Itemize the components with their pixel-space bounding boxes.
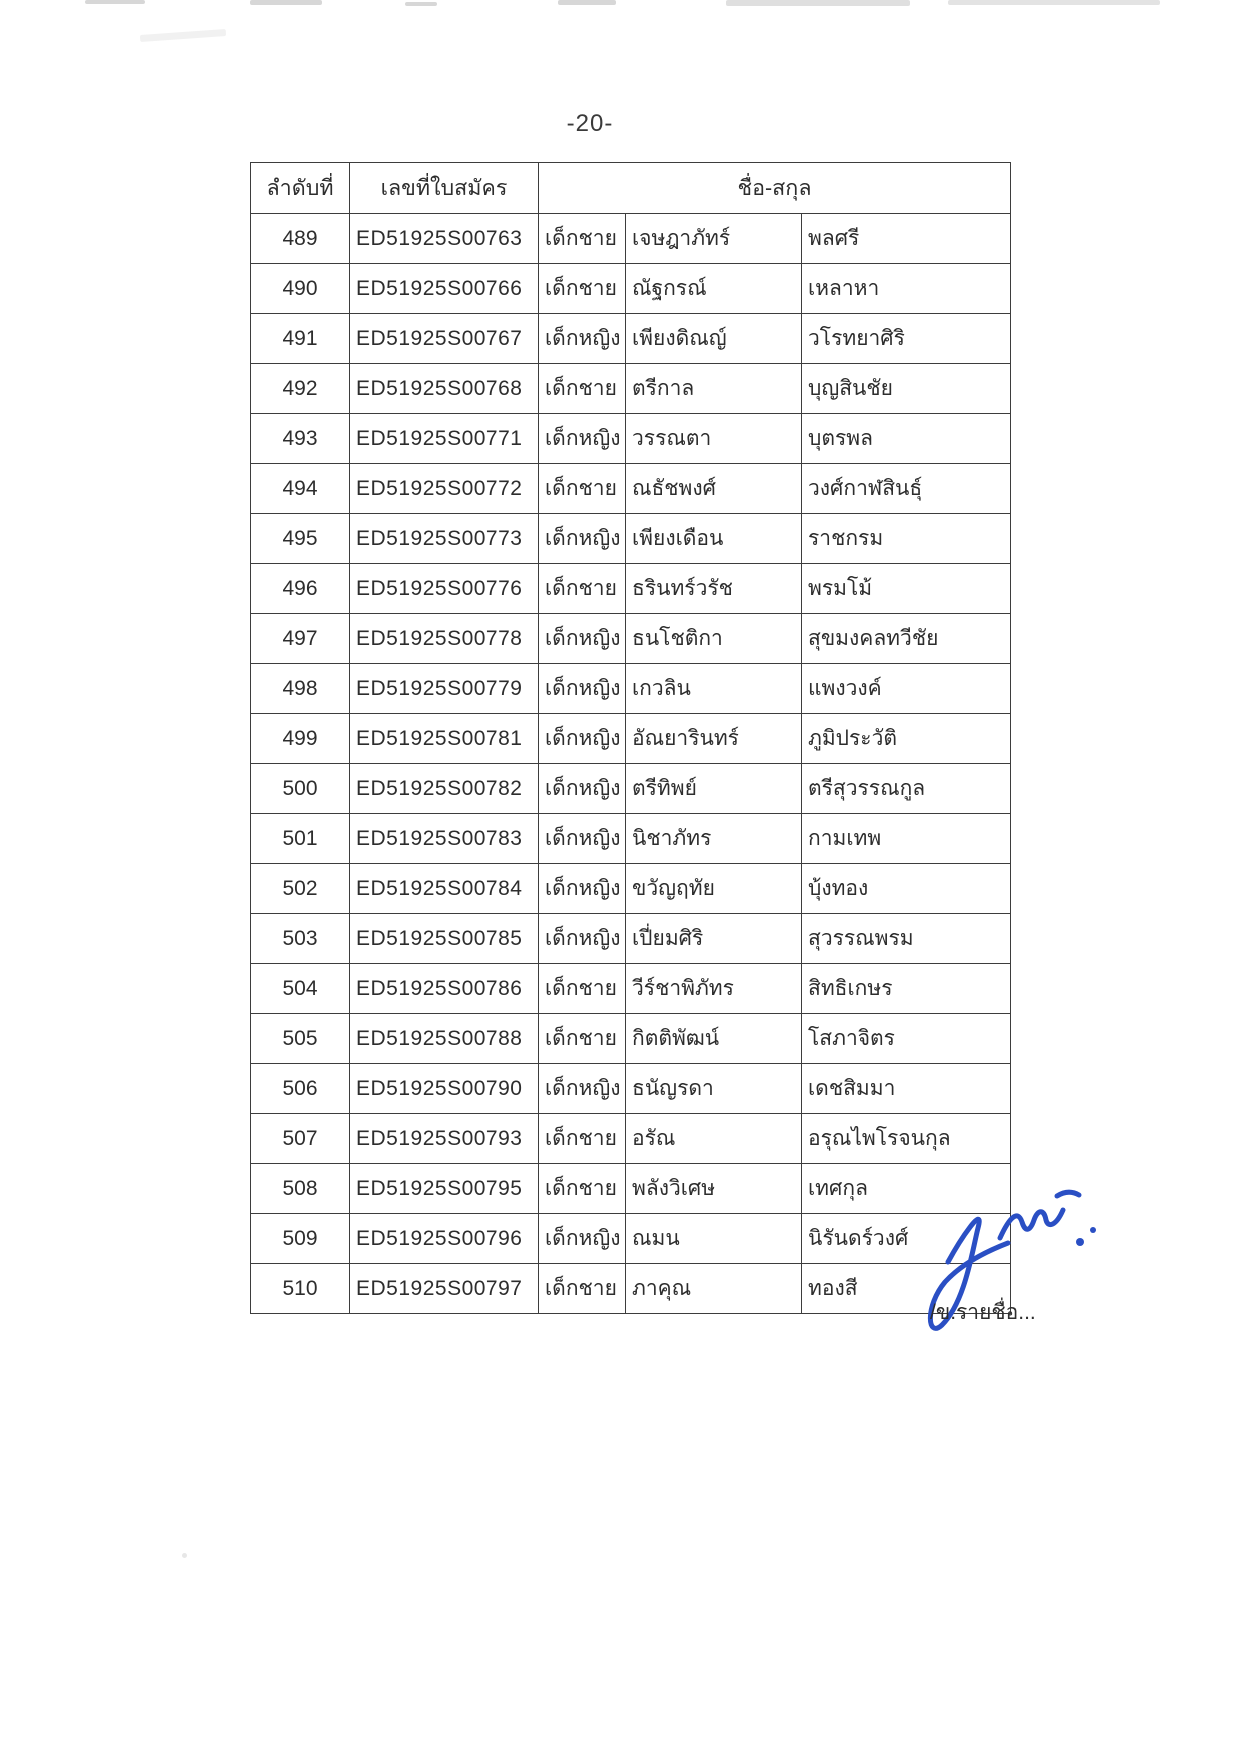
row-title: เด็กหญิง [539, 914, 626, 964]
row-application-no: ED51925S00783 [350, 814, 539, 864]
row-first-name: อัณยารินทร์ [626, 714, 802, 764]
row-last-name: พลศรี [802, 214, 1011, 264]
row-title: เด็กหญิง [539, 414, 626, 464]
table-row [251, 864, 1011, 914]
page-number: -20- [566, 110, 614, 137]
row-application-no: ED51925S00788 [350, 1014, 539, 1064]
row-no: 494 [251, 464, 350, 514]
row-application-no: ED51925S00778 [350, 614, 539, 664]
row-title: เด็กชาย [539, 1114, 626, 1164]
table-row [251, 1214, 1011, 1264]
row-application-no: ED51925S00779 [350, 664, 539, 714]
scan-artifact [726, 0, 910, 6]
row-last-name: กามเทพ [802, 814, 1011, 864]
row-last-name: ภูมิประวัติ [802, 714, 1011, 764]
row-first-name: ธนัญรดา [626, 1064, 802, 1114]
scan-artifact [250, 0, 322, 5]
row-first-name: ณัฐกรณ์ [626, 264, 802, 314]
row-no: 499 [251, 714, 350, 764]
row-no: 502 [251, 864, 350, 914]
row-no: 490 [251, 264, 350, 314]
row-no: 500 [251, 764, 350, 814]
table-row [251, 414, 1011, 464]
row-title: เด็กชาย [539, 564, 626, 614]
applicant-table [250, 162, 1011, 1314]
scan-artifact [85, 0, 145, 4]
row-title: เด็กชาย [539, 1164, 626, 1214]
header-application-no: เลขที่ใบสมัคร [350, 163, 539, 214]
row-first-name: เปี่ยมศิริ [626, 914, 802, 964]
row-first-name: วรรณตา [626, 414, 802, 464]
row-no: 503 [251, 914, 350, 964]
row-no: 496 [251, 564, 350, 614]
table-row [251, 564, 1011, 614]
table-row [251, 814, 1011, 864]
table-row [251, 264, 1011, 314]
row-first-name: ตรีกาล [626, 364, 802, 414]
row-no: 492 [251, 364, 350, 414]
row-no: 491 [251, 314, 350, 364]
row-last-name: เดชสิมมา [802, 1064, 1011, 1114]
header-name-surname: ชื่อ-สกุล [539, 163, 1011, 214]
table-row [251, 214, 1011, 264]
table-row [251, 764, 1011, 814]
row-first-name: ตรีทิพย์ [626, 764, 802, 814]
row-last-name: บุตรพล [802, 414, 1011, 464]
row-title: เด็กหญิง [539, 714, 626, 764]
row-no: 508 [251, 1164, 350, 1214]
row-application-no: ED51925S00786 [350, 964, 539, 1014]
row-application-no: ED51925S00785 [350, 914, 539, 964]
row-application-no: ED51925S00763 [350, 214, 539, 264]
row-no: 505 [251, 1014, 350, 1064]
row-title: เด็กชาย [539, 1264, 626, 1314]
row-last-name: สุวรรณพรม [802, 914, 1011, 964]
row-title: เด็กชาย [539, 214, 626, 264]
row-title: เด็กชาย [539, 364, 626, 414]
row-first-name: ณมน [626, 1214, 802, 1264]
scan-artifact [182, 1553, 187, 1558]
row-title: เด็กชาย [539, 264, 626, 314]
row-application-no: ED51925S00773 [350, 514, 539, 564]
row-last-name: วงศ์กาฬสินธุ์ [802, 464, 1011, 514]
row-title: เด็กหญิง [539, 1214, 626, 1264]
row-title: เด็กหญิง [539, 814, 626, 864]
row-first-name: ธนโชติกา [626, 614, 802, 664]
row-last-name: สิทธิเกษร [802, 964, 1011, 1014]
row-no: 509 [251, 1214, 350, 1264]
scan-artifact [558, 0, 616, 5]
row-title: เด็กหญิง [539, 614, 626, 664]
row-no: 489 [251, 214, 350, 264]
row-last-name: โสภาจิตร [802, 1014, 1011, 1064]
row-title: เด็กชาย [539, 964, 626, 1014]
table-row [251, 664, 1011, 714]
row-no: 507 [251, 1114, 350, 1164]
table-row [251, 1064, 1011, 1114]
row-last-name: นิรันดร์วงศ์ [802, 1214, 1011, 1264]
table-row [251, 1014, 1011, 1064]
table-row [251, 364, 1011, 414]
row-first-name: ภาคุณ [626, 1264, 802, 1314]
row-last-name: ตรีสุวรรณกูล [802, 764, 1011, 814]
row-last-name: วโรทยาศิริ [802, 314, 1011, 364]
footer-note: /ข.รายชื่อ... [930, 1301, 1036, 1324]
row-title: เด็กหญิง [539, 1064, 626, 1114]
row-last-name: บุญสินชัย [802, 364, 1011, 414]
row-last-name: บุ้งทอง [802, 864, 1011, 914]
table-row [251, 1114, 1011, 1164]
row-first-name: นิชาภัทร [626, 814, 802, 864]
row-title: เด็กหญิง [539, 314, 626, 364]
row-application-no: ED51925S00790 [350, 1064, 539, 1114]
row-application-no: ED51925S00781 [350, 714, 539, 764]
row-first-name: ธรินทร์วรัช [626, 564, 802, 614]
row-no: 497 [251, 614, 350, 664]
table-row [251, 1164, 1011, 1214]
row-application-no: ED51925S00793 [350, 1114, 539, 1164]
table-row [251, 314, 1011, 364]
row-application-no: ED51925S00766 [350, 264, 539, 314]
row-last-name: เทศกุล [802, 1164, 1011, 1214]
row-application-no: ED51925S00768 [350, 364, 539, 414]
row-first-name: อรัณ [626, 1114, 802, 1164]
row-first-name: กิตติพัฒน์ [626, 1014, 802, 1064]
row-no: 510 [251, 1264, 350, 1314]
row-first-name: วีร์ชาพิภัทร [626, 964, 802, 1014]
table-row [251, 714, 1011, 764]
scan-artifact [405, 2, 437, 6]
row-first-name: เพียงเดือน [626, 514, 802, 564]
row-first-name: พลังวิเศษ [626, 1164, 802, 1214]
row-last-name: พรมโม้ [802, 564, 1011, 614]
row-last-name: สุขมงคลทวีชัย [802, 614, 1011, 664]
table-row [251, 614, 1011, 664]
row-application-no: ED51925S00772 [350, 464, 539, 514]
row-first-name: ณธัชพงศ์ [626, 464, 802, 514]
row-first-name: ขวัญฤทัย [626, 864, 802, 914]
row-application-no: ED51925S00797 [350, 1264, 539, 1314]
row-application-no: ED51925S00776 [350, 564, 539, 614]
row-application-no: ED51925S00771 [350, 414, 539, 464]
row-first-name: เกวลิน [626, 664, 802, 714]
row-no: 504 [251, 964, 350, 1014]
row-application-no: ED51925S00767 [350, 314, 539, 364]
header-no: ลำดับที่ [251, 163, 350, 214]
row-application-no: ED51925S00782 [350, 764, 539, 814]
row-first-name: เจษฎาภัทร์ [626, 214, 802, 264]
row-title: เด็กหญิง [539, 514, 626, 564]
row-title: เด็กชาย [539, 1014, 626, 1064]
table-row [251, 514, 1011, 564]
row-first-name: เพียงดิณญ์ [626, 314, 802, 364]
table-row [251, 464, 1011, 514]
scan-artifact [140, 29, 226, 42]
row-title: เด็กหญิง [539, 664, 626, 714]
row-title: เด็กหญิง [539, 864, 626, 914]
row-no: 506 [251, 1064, 350, 1114]
table-row [251, 964, 1011, 1014]
row-title: เด็กหญิง [539, 764, 626, 814]
row-last-name: แพงวงค์ [802, 664, 1011, 714]
row-no: 501 [251, 814, 350, 864]
row-last-name: เหลาหา [802, 264, 1011, 314]
row-application-no: ED51925S00795 [350, 1164, 539, 1214]
scan-artifact [948, 0, 1160, 5]
row-no: 495 [251, 514, 350, 564]
row-last-name: ทองสี [802, 1264, 1011, 1314]
table-row [251, 1264, 1011, 1314]
row-no: 493 [251, 414, 350, 464]
row-application-no: ED51925S00784 [350, 864, 539, 914]
row-last-name: ราชกรม [802, 514, 1011, 564]
table-header-row [251, 163, 1011, 214]
row-application-no: ED51925S00796 [350, 1214, 539, 1264]
row-last-name: อรุณไพโรจนกุล [802, 1114, 1011, 1164]
table-row [251, 914, 1011, 964]
row-no: 498 [251, 664, 350, 714]
row-title: เด็กชาย [539, 464, 626, 514]
